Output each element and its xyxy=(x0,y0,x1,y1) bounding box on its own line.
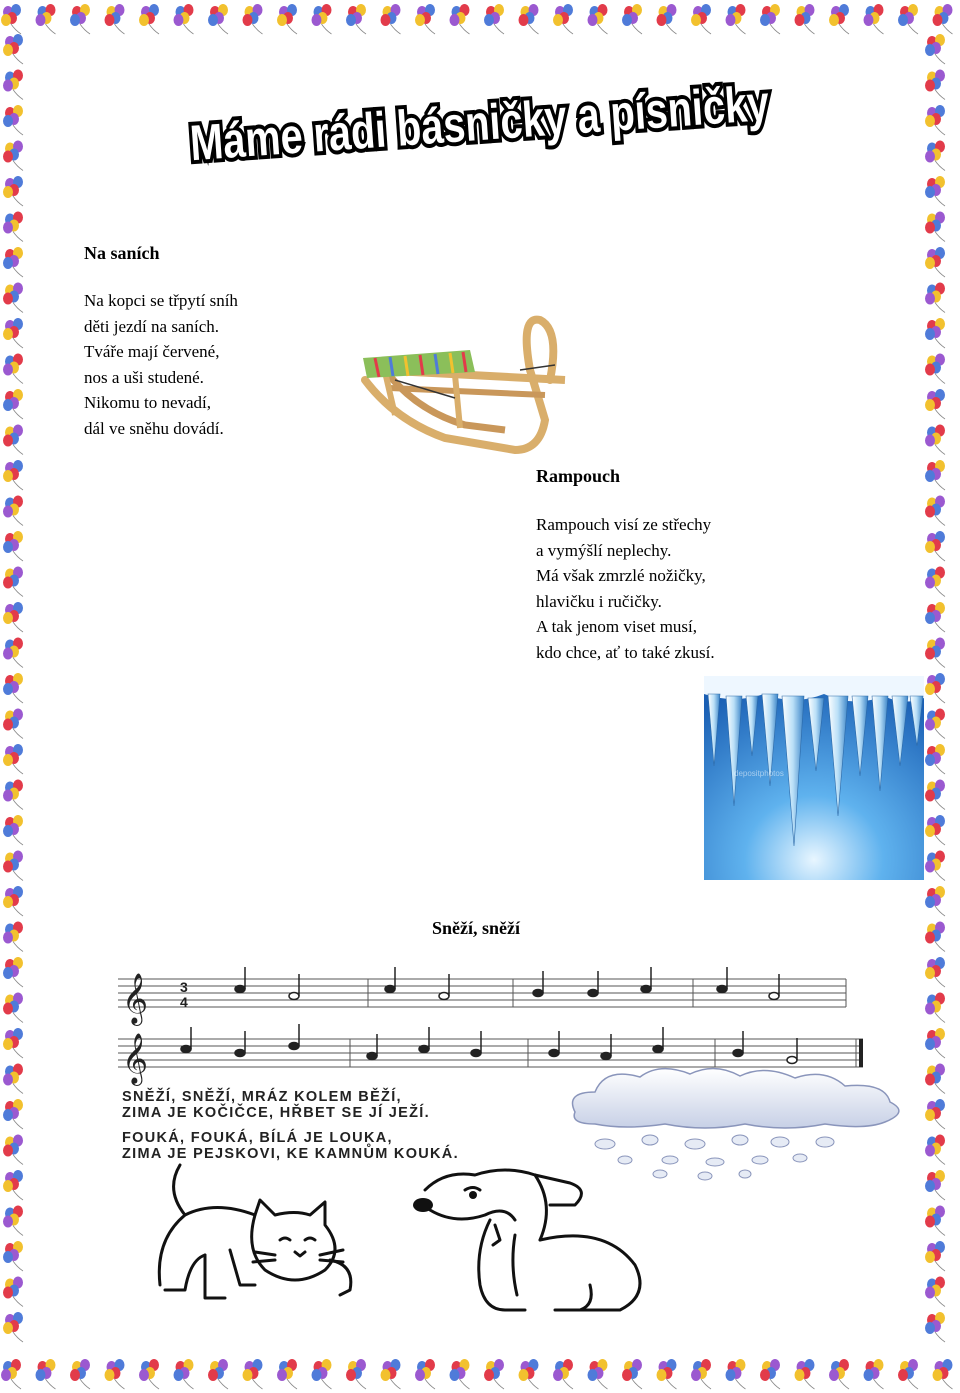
balloon-icon xyxy=(3,1241,23,1271)
balloon-icon xyxy=(3,602,23,632)
poem-na-sanich xyxy=(84,288,238,441)
poem-line: hlavičku i ručičky. xyxy=(536,591,662,611)
balloon-icon xyxy=(3,1312,23,1342)
balloon-icon xyxy=(925,318,945,348)
balloon-icon xyxy=(622,4,642,34)
balloon-icon xyxy=(726,1359,746,1389)
poem-line: Na kopci se třpytí sníh xyxy=(84,291,238,310)
balloon-icon xyxy=(3,1170,23,1200)
balloon-icon xyxy=(3,318,23,348)
balloon-icon xyxy=(925,957,945,987)
lyrics-line: SNĚŽÍ, SNĚŽÍ, MRÁZ KOLEM BĚŽÍ, xyxy=(122,1089,402,1105)
balloon-icon xyxy=(277,1359,297,1389)
balloon-icon xyxy=(925,1064,945,1094)
balloon-border-top xyxy=(0,0,960,40)
song-lyrics-verse-2 xyxy=(122,1130,459,1162)
balloon-icon xyxy=(3,141,23,171)
balloon-icon xyxy=(726,4,746,34)
balloon-icon xyxy=(484,4,504,34)
balloon-icon xyxy=(36,1359,56,1389)
balloon-icon xyxy=(925,141,945,171)
balloon-icon xyxy=(925,247,945,277)
balloon-icon xyxy=(795,1359,815,1389)
balloon-icon xyxy=(3,886,23,916)
poem-rampouch xyxy=(536,512,715,665)
balloon-border-left xyxy=(0,30,40,1363)
balloon-icon xyxy=(415,1359,435,1389)
balloon-icon xyxy=(925,922,945,952)
music-staff-1 xyxy=(118,965,868,1025)
balloon-icon xyxy=(925,1206,945,1236)
balloon-icon xyxy=(1,1359,21,1389)
poem-line: Má však zmrzlé nožičky, xyxy=(536,566,706,585)
balloon-icon xyxy=(925,34,945,64)
treble-clef-icon: 𝄞 xyxy=(122,1034,149,1083)
balloon-icon xyxy=(3,815,23,845)
poem-line: Rampouch visí ze střechy xyxy=(536,515,712,534)
balloon-icon xyxy=(3,1135,23,1165)
balloon-icon xyxy=(312,4,332,34)
balloon-icon xyxy=(925,496,945,526)
balloon-icon xyxy=(925,1170,945,1200)
lyrics-line: ZIMA JE PEJSKOVI, KE KAMNŮM KOUKÁ. xyxy=(122,1146,459,1162)
balloon-icon xyxy=(760,4,780,34)
balloon-icon xyxy=(925,389,945,419)
balloon-icon xyxy=(925,567,945,597)
balloon-icon xyxy=(450,1359,470,1389)
balloon-icon xyxy=(312,1359,332,1389)
balloon-icon xyxy=(925,780,945,810)
song-lyrics-verse-1 xyxy=(122,1089,430,1121)
balloon-icon xyxy=(925,425,945,455)
balloon-icon xyxy=(925,1277,945,1307)
balloon-icon xyxy=(925,212,945,242)
balloon-icon xyxy=(3,283,23,313)
balloon-icon xyxy=(381,4,401,34)
balloon-icon xyxy=(657,1359,677,1389)
balloon-icon xyxy=(864,4,884,34)
poem-line: a vymýšlí neplechy. xyxy=(536,540,672,560)
balloon-icon xyxy=(795,4,815,34)
balloon-icon xyxy=(925,531,945,561)
balloon-icon xyxy=(243,4,263,34)
snow-cloud-illustration xyxy=(565,1062,910,1182)
balloon-icon xyxy=(925,105,945,135)
balloon-icon xyxy=(484,1359,504,1389)
balloon-icon xyxy=(925,1312,945,1342)
balloon-icon xyxy=(925,1099,945,1129)
balloon-icon xyxy=(381,1359,401,1389)
poem-line: kdo chce, ať to také zkusí. xyxy=(536,642,715,662)
balloon-icon xyxy=(346,1359,366,1389)
balloon-icon xyxy=(70,4,90,34)
balloon-icon xyxy=(3,460,23,490)
balloon-icon xyxy=(3,247,23,277)
balloon-icon xyxy=(898,4,918,34)
balloon-icon xyxy=(3,1277,23,1307)
balloon-icon xyxy=(3,638,23,668)
balloon-icon xyxy=(553,4,573,34)
balloon-icon xyxy=(588,4,608,34)
poem-line: dál ve sněhu dovádí. xyxy=(84,418,224,438)
balloon-icon xyxy=(105,4,125,34)
balloon-icon xyxy=(898,1359,918,1389)
balloon-icon xyxy=(3,176,23,206)
balloon-icon xyxy=(925,886,945,916)
balloon-icon xyxy=(3,673,23,703)
balloon-icon xyxy=(829,1359,849,1389)
balloon-icon xyxy=(925,709,945,739)
balloon-icon xyxy=(925,283,945,313)
balloon-icon xyxy=(243,1359,263,1389)
balloon-icon xyxy=(3,957,23,987)
balloon-icon xyxy=(925,744,945,774)
song-title: Sněží, sněží xyxy=(432,918,520,938)
balloon-icon xyxy=(925,638,945,668)
treble-clef-icon: 𝄞 xyxy=(122,974,149,1023)
balloon-icon xyxy=(925,354,945,384)
balloon-icon xyxy=(925,176,945,206)
page-title-text: Máme rádi básničky a písničky xyxy=(188,64,922,172)
balloon-icon xyxy=(174,1359,194,1389)
poem-line: Nikomu to nevadí, xyxy=(84,393,212,412)
balloon-icon xyxy=(208,1359,228,1389)
dog-illustration xyxy=(405,1165,655,1315)
balloon-icon xyxy=(3,354,23,384)
cat-illustration xyxy=(145,1160,360,1305)
balloon-icon xyxy=(415,4,435,34)
balloon-icon xyxy=(450,4,470,34)
balloon-icon xyxy=(3,1099,23,1129)
balloon-icon xyxy=(3,389,23,419)
balloon-icon xyxy=(346,4,366,34)
balloon-icon xyxy=(174,4,194,34)
balloon-icon xyxy=(3,744,23,774)
balloon-icon xyxy=(519,4,539,34)
balloon-icon xyxy=(925,460,945,490)
balloon-icon xyxy=(925,993,945,1023)
balloon-icon xyxy=(3,425,23,455)
balloon-border-bottom xyxy=(0,1353,960,1393)
balloon-icon xyxy=(3,212,23,242)
balloon-icon xyxy=(925,815,945,845)
balloon-icon xyxy=(691,4,711,34)
balloon-icon xyxy=(3,567,23,597)
balloon-icon xyxy=(208,4,228,34)
balloon-icon xyxy=(3,531,23,561)
balloon-icon xyxy=(933,1359,953,1389)
balloon-icon xyxy=(3,1064,23,1094)
balloon-icon xyxy=(925,602,945,632)
balloon-icon xyxy=(864,1359,884,1389)
balloon-icon xyxy=(925,673,945,703)
balloon-icon xyxy=(3,709,23,739)
balloon-icon xyxy=(925,1135,945,1165)
balloon-icon xyxy=(3,105,23,135)
balloon-icon xyxy=(519,1359,539,1389)
icicles-watermark: depositphotos xyxy=(734,769,784,778)
balloon-icon xyxy=(829,4,849,34)
balloon-border-right xyxy=(920,30,960,1363)
balloon-icon xyxy=(3,1028,23,1058)
icicles-photo xyxy=(704,676,924,880)
poem-title-rampouch: Rampouch xyxy=(536,466,621,486)
balloon-icon xyxy=(925,70,945,100)
balloon-icon xyxy=(925,1028,945,1058)
lyrics-line: ZIMA JE KOČIČCE, HŘBET SE JÍ JEŽÍ. xyxy=(122,1105,430,1121)
time-signature: 3 xyxy=(180,979,188,995)
balloon-icon xyxy=(139,4,159,34)
sled-illustration xyxy=(355,310,570,460)
balloon-icon xyxy=(925,1241,945,1271)
balloon-icon xyxy=(553,1359,573,1389)
poem-line: nos a uši studené. xyxy=(84,367,204,387)
balloon-icon xyxy=(691,1359,711,1389)
balloon-icon xyxy=(3,922,23,952)
lyrics-line: FOUKÁ, FOUKÁ, BÍLÁ JE LOUKA, xyxy=(122,1130,393,1146)
balloon-icon xyxy=(3,70,23,100)
balloon-icon xyxy=(277,4,297,34)
balloon-icon xyxy=(3,993,23,1023)
balloon-icon xyxy=(3,851,23,881)
balloon-icon xyxy=(622,1359,642,1389)
poem-line: děti jezdí na saních. xyxy=(84,316,220,336)
balloon-icon xyxy=(925,851,945,881)
balloon-icon xyxy=(657,4,677,34)
time-signature: 4 xyxy=(180,994,188,1010)
balloon-icon xyxy=(70,1359,90,1389)
poem-line: Tváře mají červené, xyxy=(84,342,220,361)
balloon-icon xyxy=(3,1206,23,1236)
poem-line: A tak jenom viset musí, xyxy=(536,617,698,636)
balloon-icon xyxy=(588,1359,608,1389)
balloon-icon xyxy=(3,780,23,810)
balloon-icon xyxy=(3,496,23,526)
page-title xyxy=(180,64,922,180)
balloon-icon xyxy=(760,1359,780,1389)
balloon-icon xyxy=(139,1359,159,1389)
balloon-icon xyxy=(3,34,23,64)
balloon-icon xyxy=(105,1359,125,1389)
poem-title-na-sanich: Na saních xyxy=(84,243,160,263)
